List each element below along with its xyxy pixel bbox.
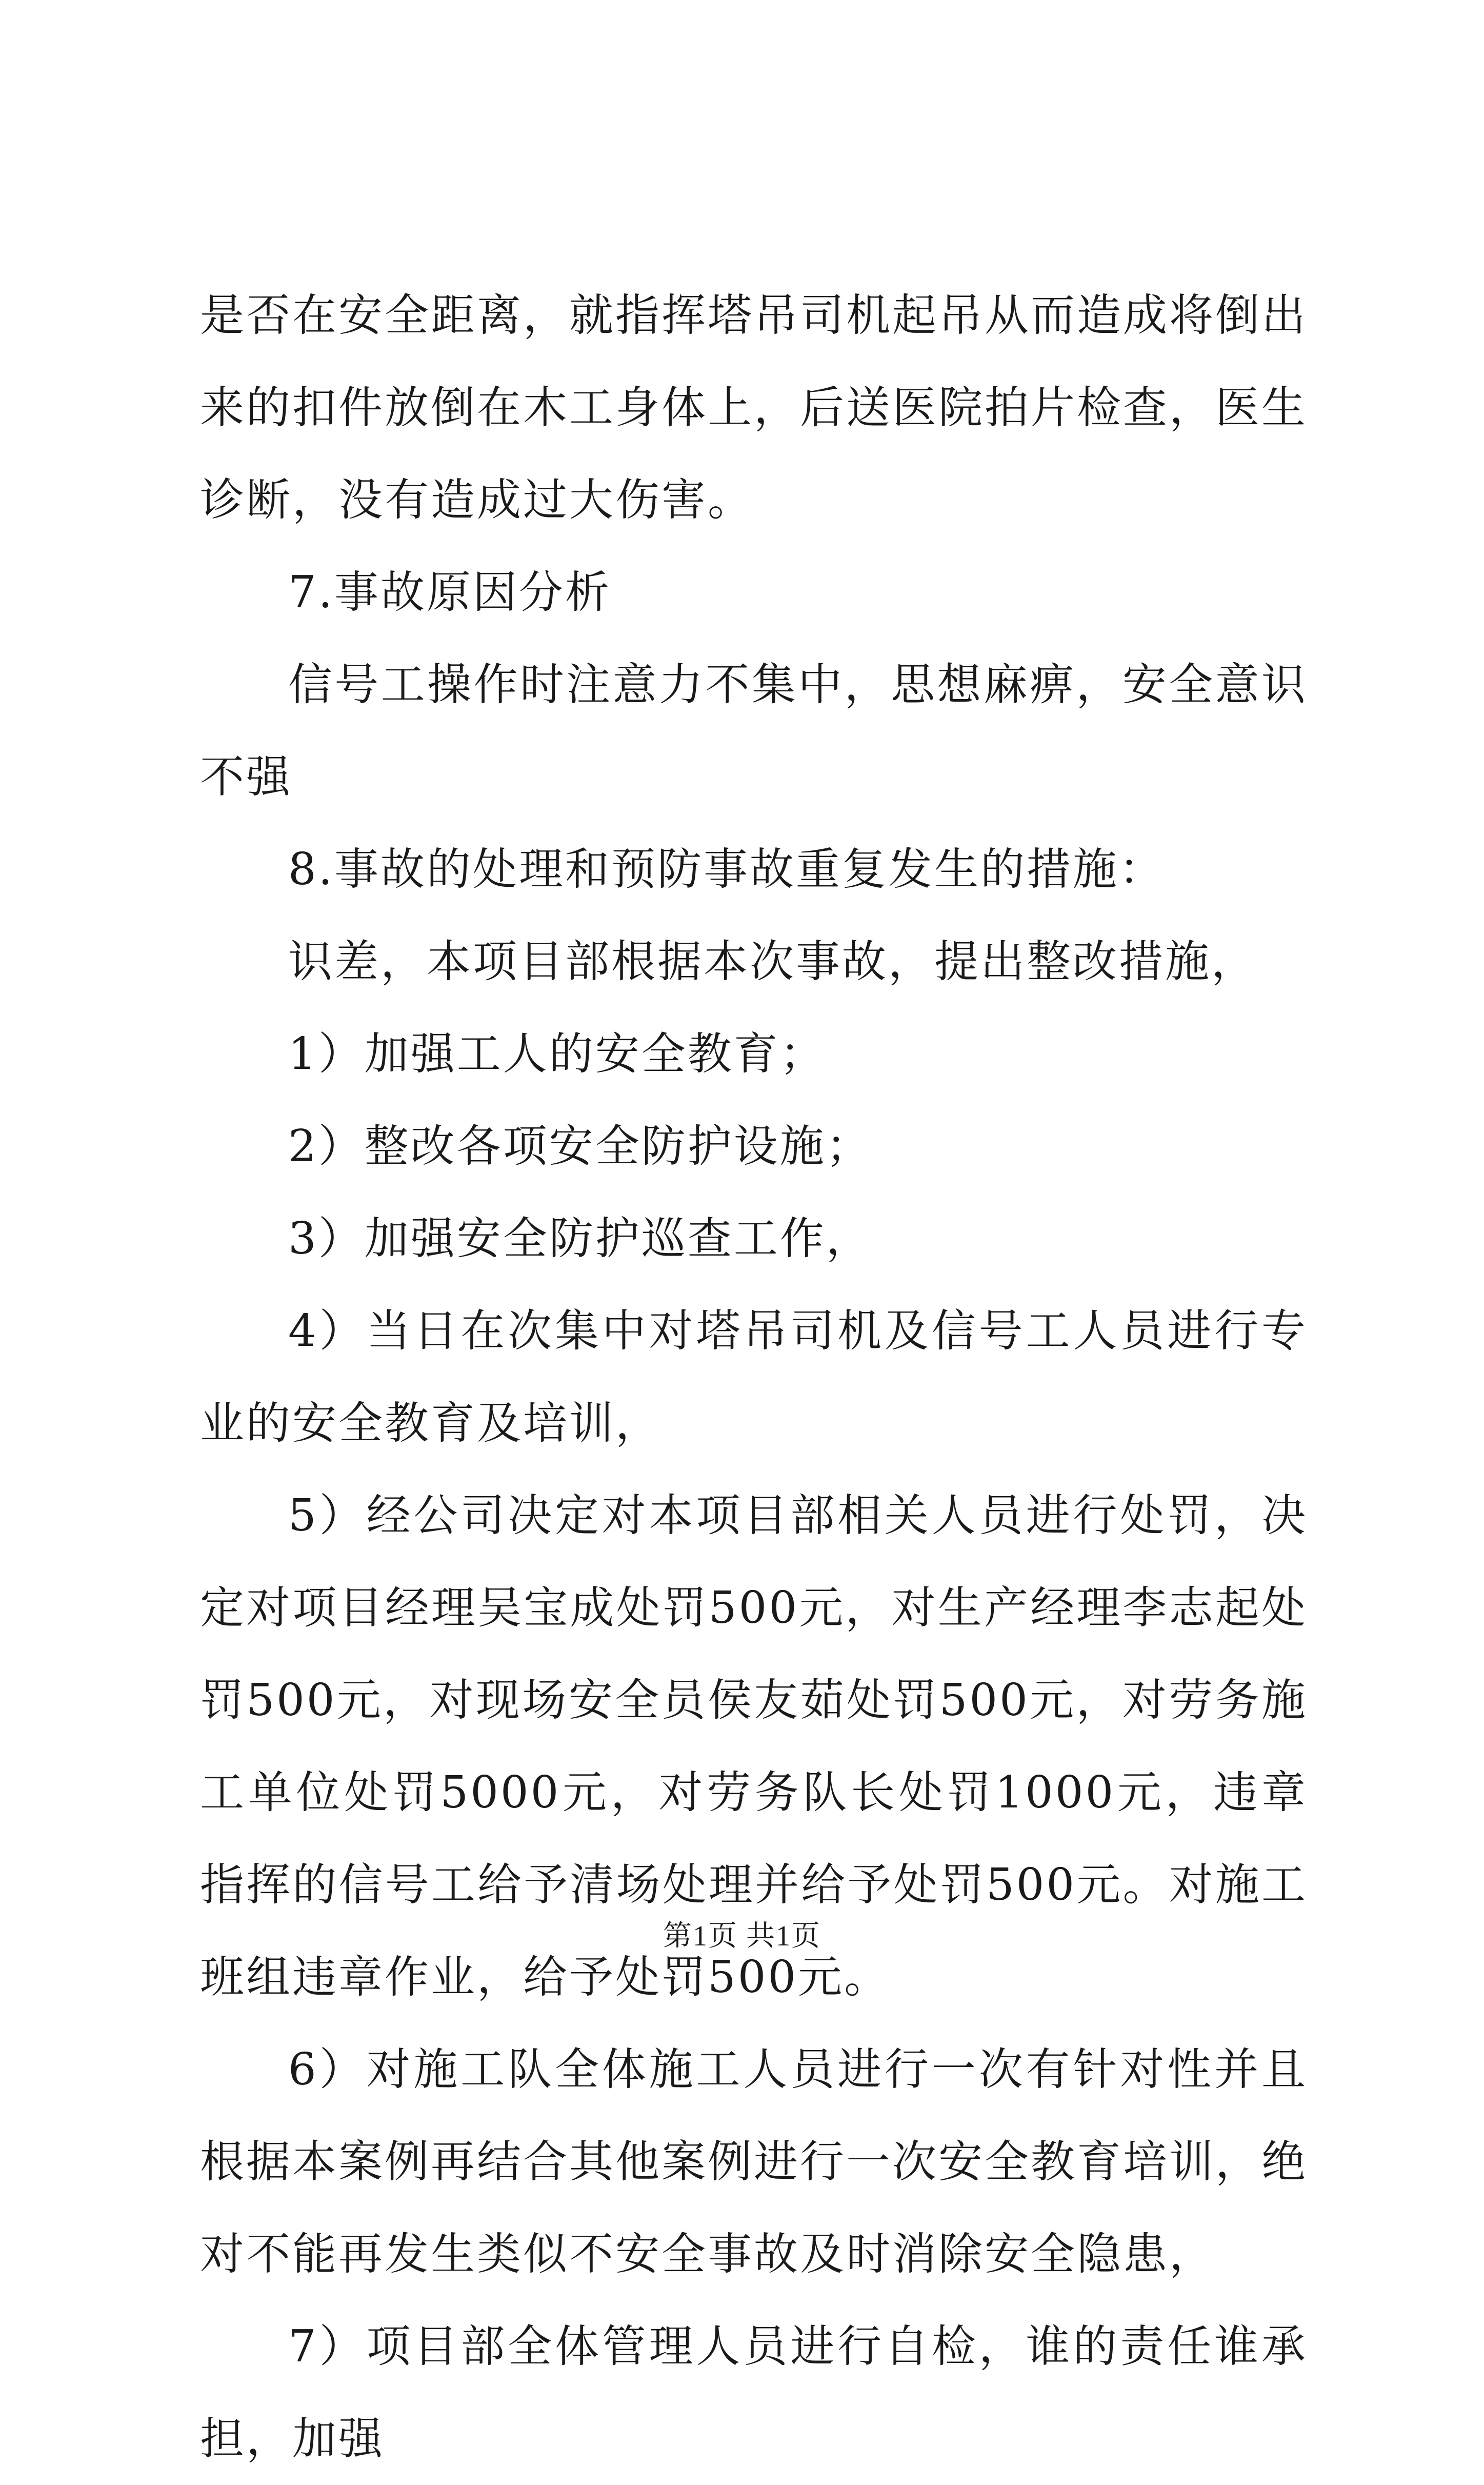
paragraph-1: 是否在安全距离，就指挥塔吊司机起吊从而造成将倒出来的扣件放倒在木工身体上，后送医院拍片检查，医生诊断，没有造成过大伤害。 [200, 290, 1308, 526]
paragraph-8: 3）加强安全防护巡查工作， [288, 1213, 872, 1264]
paragraph-3: 信号工操作时注意力不集中，思想麻痹，安全意识不强 [200, 659, 1308, 803]
document-body [200, 269, 1308, 2485]
paragraph-10: 5）经公司决定对本项目部相关人员进行处罚，决定对项目经理吴宝成处罚500元，对生产经理李志起处罚500元，对现场安全员侯友茹处罚500元，对劳务施工单位处罚5000元，对劳务队长处罚1000元，违章指挥的信号工给予清场处理并给予处罚500元。对施工班组违章作业，给予处罚500元。 [200, 1490, 1308, 2003]
page-footer: 第1页 共1页 [663, 1920, 821, 1952]
paragraph-11: 6）对施工队全体施工人员进行一次有针对性并且根据本案例再结合其他案例进行一次安全教育培训，绝对不能再发生类似不安全事故及时消除安全隐患， [200, 2044, 1308, 2280]
paragraph-5: 识差，本项目部根据本次事故，提出整改措施， [288, 936, 1257, 987]
paragraph-7: 2）整改各项安全防护设施； [288, 1121, 872, 1172]
paragraph-2: 7.事故原因分析 [288, 567, 612, 618]
paragraph-4: 8.事故的处理和预防事故重复发生的措施： [288, 844, 1166, 895]
paragraph-9: 4）当日在次集中对塔吊司机及信号工人员进行专业的安全教育及培训， [200, 1305, 1308, 1449]
paragraph-12: 7）项目部全体管理人员进行自检，谁的责任谁承担，加强 [200, 2321, 1308, 2464]
paragraph-6: 1）加强工人的安全教育； [288, 1028, 826, 1080]
